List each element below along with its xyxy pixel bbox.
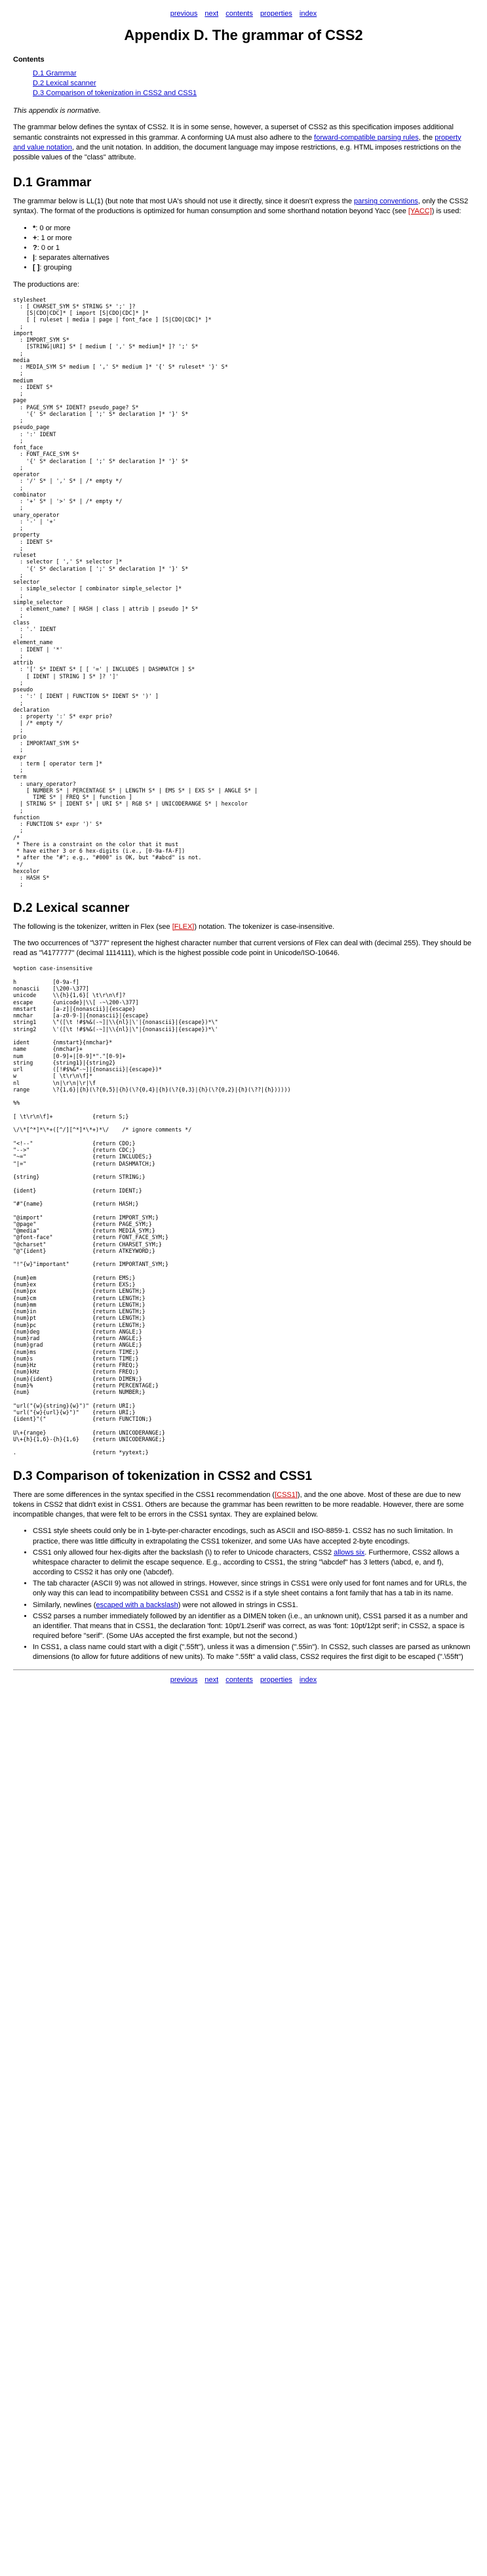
notation-symbol: [ ] bbox=[33, 264, 40, 272]
notation-list bbox=[13, 224, 474, 274]
section-heading-lexical-scanner: D.2 Lexical scanner bbox=[13, 901, 130, 915]
notation-item bbox=[33, 243, 474, 253]
notation-item bbox=[33, 224, 474, 234]
scanner-intro-text: ) notation. The tokenizer is case-insensitive. bbox=[194, 922, 335, 931]
difference-item bbox=[33, 1548, 474, 1578]
comparison-intro-text: ), and the one above. Most of these are due to new tokens in CSS2 that didn't exist in CSS1. Others are because the grammar has been rewritten to be more readable. However, there are some incompatible changes, that were felt to be errors in the CSS1 syntax. They are explained below. bbox=[13, 1490, 464, 1519]
normative-note: This appendix is normative. bbox=[13, 107, 101, 115]
code-point-paragraph: The two occurrences of "\377" represent the highest character number that current versions of Flex can deal with (decimal 255). They should be read as "\4177777" (decimal 1114111), which is the highest possible code point in Unicode/ISO-10646. bbox=[13, 939, 472, 958]
nav-previous-link[interactable]: previous bbox=[170, 10, 198, 18]
toc-link-comparison[interactable]: D.3 Comparison of tokenization in CSS2 and CSS1 bbox=[33, 89, 197, 98]
notation-description: : separates alternatives bbox=[35, 254, 109, 262]
difference-text: . Furthermore, CSS2 allows a whitespace character to delimit the escape sequence. E.g., according to CSS1, the string "\abcdef" has 3 letters (\abcd, e, and f), according to CSS2 it has only one (\abcdef). bbox=[33, 1548, 459, 1577]
nav-next-link[interactable]: next bbox=[205, 10, 219, 18]
scanner-intro-text: The following is the tokenizer, written in Flex (see bbox=[13, 922, 172, 931]
difference-item bbox=[33, 1601, 474, 1610]
nav-previous-link[interactable]: previous bbox=[170, 1675, 198, 1684]
yacc-reference-link[interactable]: [YACC] bbox=[408, 207, 432, 216]
intro-text: , the bbox=[418, 133, 435, 142]
difference-text: CSS2 parses a number immediately followed by an identifier as a DIMEN token (i.e., an unknown unit), CSS1 parsed it as a number and an identifier. That means that in CSS1, the declaration 'font: 10pt/1.2serif' was correct, as was 'font: 10pt/12pt serif'; in CSS2, a space is required before "serif". (Some UAs accepted the first example, but not the second.) bbox=[33, 1612, 468, 1641]
toc-link-grammar[interactable]: D.1 Grammar bbox=[33, 69, 77, 77]
notation-symbol: * bbox=[33, 224, 36, 232]
escaped-with-backslash-link[interactable]: escaped with a backslash bbox=[96, 1601, 178, 1609]
difference-text: In CSS1, a class name could start with a digit (".55ft"), unless it was a dimension (".55in"). In CSS2, such classes are parsed as unknown dimensions (to allow for future additions of new units). To make ".55ft" a valid class, CSS2 requires the first digit to be escaped (".\55ft") bbox=[33, 1643, 471, 1662]
notation-symbol: + bbox=[33, 234, 37, 242]
difference-text: Similarly, newlines ( bbox=[33, 1601, 96, 1609]
notation-item bbox=[33, 253, 474, 263]
difference-text: CSS1 only allowed four hex-digits after the backslash (\) to refer to Unicode characters, CSS2 bbox=[33, 1548, 334, 1557]
difference-text: ) were not allowed in strings in CSS1. bbox=[178, 1601, 298, 1609]
intro-paragraph bbox=[13, 123, 474, 163]
grammar-code-block: stylesheet : [ CHARSET_SYM S* STRING S* ';' ]? [S|CDO|CDC]* [ import [S|CDO|CDC]* ]* [ [ ruleset | media | page | font_face ] [S|CDO|CDC]* ]* ; import : IMPORT_SYM S* [STRING|URI] S* [ medium [ ',' S* medium]* ]? ';' S* ; media : MEDIA_SYM S* medium [ ',' S* medium ]* '{' S* ruleset* '}' S* ; medium : IDENT S* ; page : PAGE_SYM S* IDENT? pseudo_page? S* '{' S* declaration [ ';' S* declaration ]* '}' S* ; pseudo_page : ':' IDENT ; font_face : FONT_FACE_SYM S* '{' S* declaration [ ';' S* declaration ]* '}' S* ; operator : '/' S* | ',' S* | /* empty */ ; combinator : '+' S* | '>' S* | /* empty */ ; unary_operator : '-' | '+' ; property : IDENT S* ; ruleset : selector [ ',' S* selector ]* '{' S* declaration [ ';' S* declaration ]* '}' S* ; selector : simple_selector [ combinator simple_selector ]* ; simple_selector : element_name? [ HASH | class | attrib | pseudo ]* S* ; class : '.' IDENT ; element_name : IDENT | '*' ; attrib : '[' S* IDENT S* [ [ '=' | INCLUDES | DASHMATCH ] S* [ IDENT | STRING ] S* ]? ']' ; pseudo : ':' [ IDENT | FUNCTION S* IDENT S* ')' ] ; declaration : property ':' S* expr prio? | /* empty */ ; prio : IMPORTANT_SYM S* ; expr : term [ operator term ]* ; term : unary_operator? [ NUMBER S* | PERCENTAGE S* | LENGTH S* | EMS S* | EXS S* | ANGLE S* | TIME S* | FREQ S* | function ] | STRING S* | IDENT S* | URI S* | RGB S* | UNICODERANGE S* | hexcolor ; function : FUNCTION S* expr ')' S* ; /* * There is a constraint on the color that it must * have either 3 or 6 hex-digits (i.e., [0-9a-fA-F]) * after the "#"; e.g., "#000" is OK, but "#abcd" is not. */ hexcolor : HASH S* ; bbox=[13, 296, 258, 888]
nav-properties-link[interactable]: properties bbox=[260, 1675, 292, 1684]
section-heading-grammar: D.1 Grammar bbox=[13, 176, 92, 190]
property-value-notation-link[interactable]: property and value notation bbox=[13, 133, 461, 152]
notation-description: : 0 or 1 bbox=[37, 243, 60, 252]
comparison-intro-text: There are some differences in the syntax specified in the CSS1 recommendation ( bbox=[13, 1490, 275, 1499]
grammar-intro-text: ) is used: bbox=[431, 207, 461, 216]
difference-item bbox=[33, 1579, 474, 1599]
forward-compatible-parsing-link[interactable]: forward-compatible parsing rules bbox=[314, 133, 419, 142]
nav-next-link[interactable]: next bbox=[205, 1675, 219, 1684]
toc-link-lexical-scanner[interactable]: D.2 Lexical scanner bbox=[33, 79, 96, 87]
notation-symbol: | bbox=[33, 254, 35, 262]
differences-list bbox=[13, 1526, 474, 1662]
nav-properties-link[interactable]: properties bbox=[260, 10, 292, 18]
intro-text: The grammar below defines the syntax of CSS2. It is in some sense, however, a superset of CSS2 as this specification imposes additional semantic constraints not expressed in this grammar. A conforming UA must also adhere to the bbox=[13, 123, 454, 142]
nav-contents-link[interactable]: contents bbox=[225, 1675, 253, 1684]
footer-divider bbox=[13, 1669, 474, 1670]
grammar-intro-text: The grammar below is LL(1) (but note that most UA's should not use it directly, since it doesn't express the bbox=[13, 197, 355, 206]
toc-item bbox=[33, 89, 474, 98]
bottom-navigation bbox=[13, 1675, 474, 1685]
notation-description: : 0 or more bbox=[35, 224, 71, 232]
difference-text: The tab character (ASCII 9) was not allowed in strings. However, since strings in CSS1 were only used for font names and for URLs, the only way this can lead to incompatibility between CSS1 and CSS2 is if a style sheet contains a font family that has a tab in its name. bbox=[33, 1580, 467, 1598]
nav-index-link[interactable]: index bbox=[299, 10, 317, 18]
parsing-conventions-link[interactable]: parsing conventions bbox=[354, 197, 418, 206]
nav-index-link[interactable]: index bbox=[299, 1675, 317, 1684]
notation-item bbox=[33, 234, 474, 243]
notation-description: : 1 or more bbox=[37, 234, 72, 242]
grammar-intro-paragraph bbox=[13, 197, 474, 216]
allows-six-link[interactable]: allows six bbox=[334, 1548, 365, 1557]
scanner-intro-paragraph bbox=[13, 922, 474, 932]
table-of-contents bbox=[33, 69, 474, 99]
toc-heading: Contents bbox=[13, 55, 45, 64]
notation-symbol: ? bbox=[33, 243, 37, 252]
difference-item bbox=[33, 1643, 474, 1662]
page-title: Appendix D. The grammar of CSS2 bbox=[124, 27, 363, 44]
grammar-intro-text: , only the CSS2 syntax). The format of the productions is optimized for human consumption and some shorthand notation beyond Yacc (see bbox=[13, 197, 469, 216]
notation-description: : grouping bbox=[39, 264, 72, 272]
section-heading-comparison: D.3 Comparison of tokenization in CSS2 and CSS1 bbox=[13, 1469, 313, 1483]
flex-reference-link[interactable]: [FLEX] bbox=[172, 922, 195, 931]
comparison-intro-paragraph bbox=[13, 1490, 474, 1521]
difference-item bbox=[33, 1526, 474, 1546]
toc-item bbox=[33, 79, 474, 89]
notation-item bbox=[33, 263, 474, 273]
productions-intro: The productions are: bbox=[13, 280, 79, 289]
top-navigation bbox=[13, 9, 474, 19]
difference-item bbox=[33, 1612, 474, 1642]
scanner-code-block: %option case-insensitive h [0-9a-f] nonascii [\200-\377] unicode \\{h}{1,6}[ \t\r\n\f]? escape {unicode}|\\[ -~\200-\377] nmstart [a-z]|{nonascii}|{escape} nmchar [a-z0-9-]|{nonascii}|{escape} string1 \"([\t !#$%&(-~]|\\{nl}|\'|{nonascii}|{escape})*\" string2 \'([\t !#$%&(-~]|\\{nl}|\"|{nonascii}|{escape})*\' ident {nmstart}{nmchar}* name {nmchar}+ num [0-9]+|[0-9]*"."[0-9]+ string {string1}|{string2} url ([!#$%&*-~]|{nonascii}|{escape})* w [ \t\r\n\f]* nl \n|\r\n|\r|\f range \?{1,6}|{h}(\?{0,5}|{h}(\?{0,4}|{h}(\?{0,3}|{h}(\?{0,2}|{h}(\??|{h}))))) %% [ \t\r\n\f]+ {return S;} \/\*[^*]*\*+([^/][^*]*\*+)*\/ /* ignore comments */ "<!--" {return CDO;} "-->" {return CDC;} "~=" {return INCLUDES;} "|=" {return DASHMATCH;} {string} {return STRING;} {ident} {return IDENT;} "#"{name} {return HASH;} "@import" {return IMPORT_SYM;} "@page" {return PAGE_SYM;} "@media" {return MEDIA_SYM;} "@font-face" {return FONT_FACE_SYM;} "@charset" {return CHARSET_SYM;} "@"{ident} {return ATKEYWORD;} "!"{w}"important" {return IMPORTANT_SYM;} {num}em {return EMS;} {num}ex {return EXS;} {num}px {return LENGTH;} {num}cm {return LENGTH;} {num}mm {return LENGTH;} {num}in {return LENGTH;} {num}pt {return LENGTH;} {num}pc {return LENGTH;} {num}deg {return ANGLE;} {num}rad {return ANGLE;} {num}grad {return ANGLE;} {num}ms {return TIME;} {num}s {return TIME;} {num}Hz {return FREQ;} {num}kHz {return FREQ;} {num}{ident} {return DIMEN;} {num}% {return PERCENTAGE;} {num} {return NUMBER;} "url("{w}{string}{w}")" {return URI;} "url("{w}{url}{w}")" {return URI;} {ident}"(" {return FUNCTION;} U\+{range} {return UNICODERANGE;} U\+{h}{1,6}-{h}{1,6} {return UNICODERANGE;} . {return *yytext;} bbox=[13, 965, 291, 1456]
css1-reference-link[interactable]: [CSS1] bbox=[275, 1490, 298, 1499]
difference-text: CSS1 style sheets could only be in 1-byte-per-character encodings, such as ASCII and ISO-8859-1. CSS2 has no such limitation. In practice, there was little difficulty in extrapolating the CSS1 tokenizer, and some UAs have accepted 2-byte encodings. bbox=[33, 1527, 453, 1545]
nav-contents-link[interactable]: contents bbox=[225, 10, 253, 18]
intro-text: , and the unit notation. In addition, the document language may impose restrictions, e.g. HTML imposes restrictions on the possible values of the "class" attribute. bbox=[13, 143, 461, 161]
toc-item bbox=[33, 69, 474, 79]
